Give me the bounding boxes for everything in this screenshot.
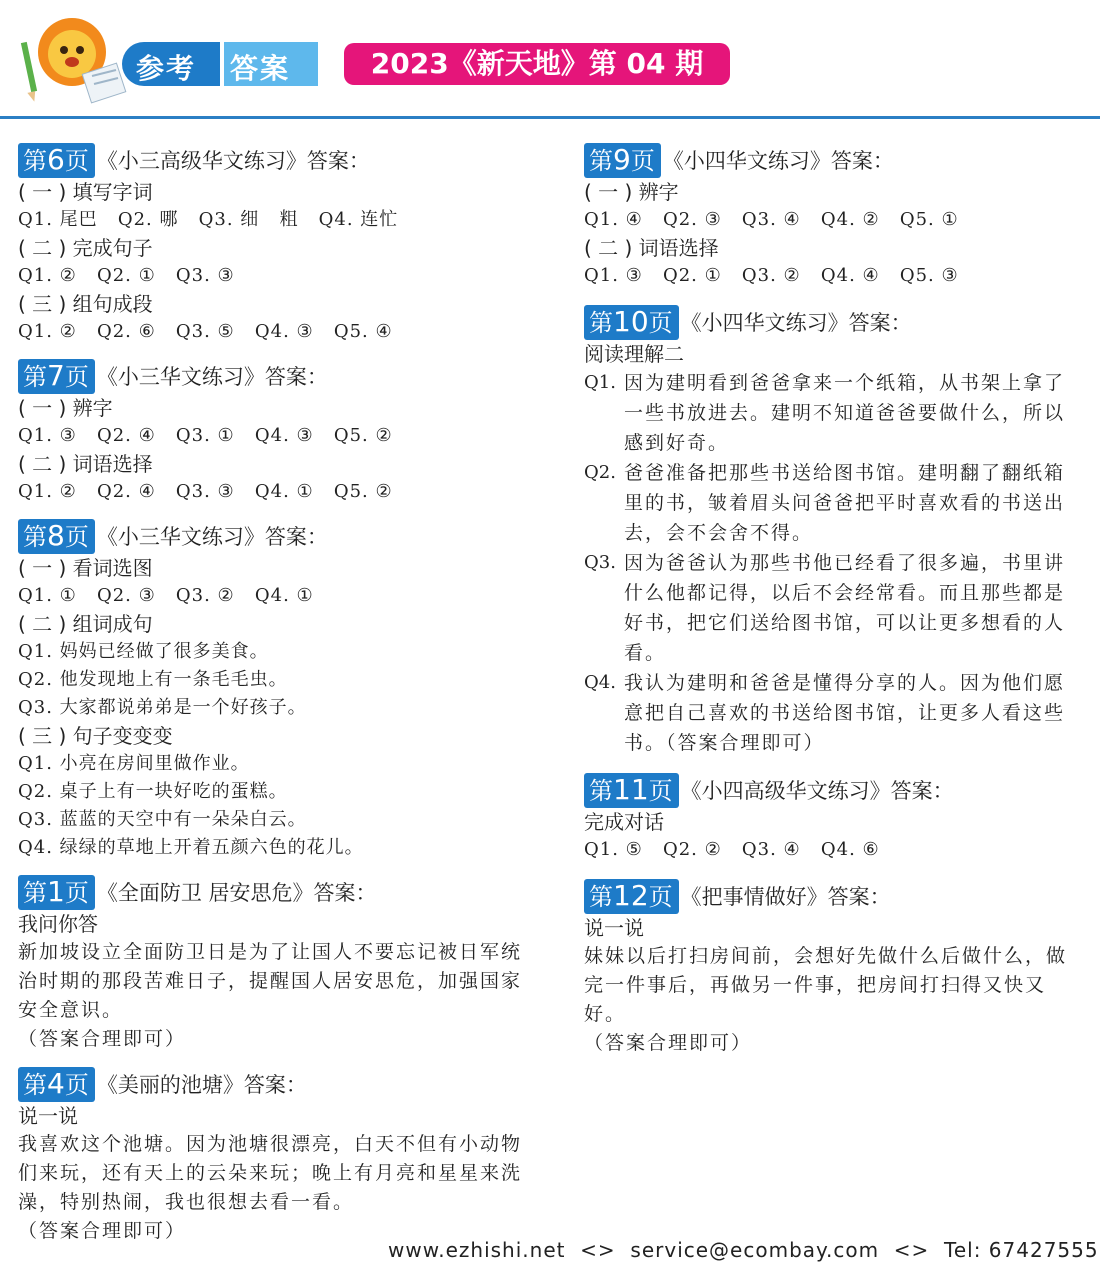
answer-section [18,358,538,506]
section-spacer [18,346,538,358]
page-badge [18,1067,95,1102]
answer-text: 爸爸准备把那些书送给图书馆。建明翻了翻纸箱里的书，皱着眉头问爸爸把平时喜欢看的书送出去，会不会舍不得。 [624,462,1066,544]
page-badge-number: 9 [613,142,631,176]
subsection-heading: 完成对话 [584,810,664,834]
answer-text: 我认为建明和爸爸是懂得分享的人。因为他们愿意把自己喜欢的书送给图书馆，让更多人看这些书。（答案合理即可） [624,672,1066,754]
answer-section [584,304,1084,758]
answer-line: Q3. 大家都说弟弟是一个好孩子。 [18,697,307,718]
subsection-heading: 阅读理解二 [584,342,684,366]
page-badge-suffix: 页 [630,146,655,175]
header [0,0,1100,118]
page-badge-number: 10 [613,304,649,338]
answer-line: Q3. 蓝蓝的天空中有一朵朵白云。 [18,809,307,830]
question-number: Q3. [584,552,616,573]
answer-line: Q1. 尾巴 Q2. 哪 Q3. 细 粗 Q4. 连忙 [18,209,399,230]
answer-section [584,142,1084,290]
page-badge-number: 1 [47,874,65,908]
question-answer [584,458,1084,548]
footer-contact: www.ezhishi.net <> service@ecombay.com <> Tel: 67427555 [388,1238,1099,1262]
subsection-heading: ( 二 ) 词语选择 [18,452,153,476]
answer-tag [122,42,318,86]
page-badge-prefix: 第 [589,882,613,911]
answer-line: Q2. 他发现地上有一条毛毛虫。 [18,669,288,690]
question-answer [584,668,1084,758]
section-header [18,874,538,910]
answer-line: Q2. 桌子上有一块好吃的蛋糕。 [18,781,288,802]
answer-line: Q1. ③ Q2. ① Q3. ② Q4. ④ Q5. ③ [584,265,959,286]
answer-line: Q1. ② Q2. ⑥ Q3. ⑤ Q4. ③ Q5. ④ [18,321,393,342]
section-title: 《小三华文练习》答案： [96,525,328,549]
section-title: 《全面防卫 居安思危》答案： [96,881,377,905]
page-badge-number: 12 [613,878,649,912]
left-column [18,142,538,1246]
page-badge [18,519,95,554]
page-badge-prefix: 第 [589,308,613,337]
answer-text: 因为建明看到爸爸拿来一个纸箱，从书架上拿了一些书放进去。建明不知道爸爸要做什么，所以感到好奇。 [624,372,1066,454]
section-header [584,772,1084,808]
answer-line: Q1. 妈妈已经做了很多美食。 [18,641,269,662]
page-badge [584,305,679,340]
subsection-heading: ( 一 ) 辨字 [18,396,113,420]
section-spacer [18,862,538,874]
answer-paragraph: 新加坡设立全面防卫日是为了让国人不要忘记被日军统治时期的那段苦难日子，提醒国人居安思危，加强国家安全意识。 [18,941,523,1021]
question-answer [584,548,1084,668]
subsection-heading: ( 二 ) 组词成句 [18,612,153,636]
answer-line: Q1. 小亮在房间里做作业。 [18,753,250,774]
issue-badge: 2023《新天地》第 04 期 [344,43,730,85]
lion-mascot-icon [20,12,130,108]
section-title: 《美丽的池塘》答案： [96,1073,307,1097]
page-badge-suffix: 页 [64,362,89,391]
page-badge-number: 7 [47,358,65,392]
right-column [584,142,1084,1058]
section-spacer [18,1054,538,1066]
section-header [584,142,1084,178]
page-badge [18,143,95,178]
answer-section [18,874,538,1054]
section-title: 《小四高级华文练习》答案： [680,779,954,803]
page-badge-suffix: 页 [64,522,89,551]
page-badge-prefix: 第 [23,362,47,391]
section-title: 《把事情做好》答案： [680,885,891,909]
subsection-heading: ( 三 ) 组句成段 [18,292,153,316]
question-number: Q1. [584,372,616,393]
subsection-heading: ( 一 ) 看词选图 [18,556,153,580]
section-title: 《小四华文练习》答案： [680,311,912,335]
section-spacer [584,758,1084,772]
answer-paragraph: 我喜欢这个池塘。因为池塘很漂亮，白天不但有小动物们来玩，还有天上的云朵来玩；晚上有月亮和星星来洗澡，特别热闹，我也很想去看一看。 [18,1133,523,1213]
section-header [584,878,1084,914]
page-badge-prefix: 第 [589,146,613,175]
answer-line: Q1. ① Q2. ③ Q3. ② Q4. ① [18,585,314,606]
answer-line: Q1. ④ Q2. ③ Q3. ④ Q4. ② Q5. ① [584,209,959,230]
subsection-heading: ( 一 ) 填写字词 [18,180,153,204]
answer-line: Q4. 绿绿的草地上开着五颜六色的花儿。 [18,837,364,858]
page-badge [18,875,95,910]
header-divider [0,116,1100,119]
subsection-heading: ( 三 ) 句子变变变 [18,724,173,748]
section-title: 《小三高级华文练习》答案： [96,149,370,173]
answer-paragraph: （答案合理即可） [584,1032,753,1054]
answer-section [18,518,538,862]
page-badge-suffix: 页 [648,776,673,805]
section-header [18,1066,538,1102]
subsection-heading: 我问你答 [18,912,98,936]
answer-paragraph: （答案合理即可） [18,1220,187,1242]
page-badge [584,773,679,808]
question-answer [584,368,1084,458]
page-badge-number: 8 [47,518,65,552]
section-spacer [584,864,1084,878]
section-header [18,518,538,554]
page-badge-prefix: 第 [23,878,47,907]
page-badge-suffix: 页 [648,882,673,911]
page-badge [18,359,95,394]
section-header [584,304,1084,340]
answer-line: Q1. ② Q2. ① Q3. ③ [18,265,235,286]
question-number: Q2. [584,462,616,483]
answer-paragraph: （答案合理即可） [18,1028,187,1050]
page-badge-number: 4 [47,1066,65,1100]
question-number: Q4. [584,672,616,693]
page-badge-prefix: 第 [23,146,47,175]
section-title: 《小四华文练习》答案： [662,149,894,173]
answer-section [18,1066,538,1246]
page-badge-suffix: 页 [648,308,673,337]
page-badge-number: 11 [613,772,649,806]
answer-tag-left-label: 参考 [136,52,197,85]
section-header [18,142,538,178]
subsection-heading: 说一说 [584,916,644,940]
subsection-heading: ( 二 ) 词语选择 [584,236,719,260]
section-spacer [18,506,538,518]
answer-line: Q1. ③ Q2. ④ Q3. ① Q4. ③ Q5. ② [18,425,393,446]
answer-paragraph: 妹妹以后打扫房间前，会想好先做什么后做什么，做完一件事后，再做另一件事，把房间打扫得又快又好。 [584,945,1068,1025]
section-title: 《小三华文练习》答案： [96,365,328,389]
page-badge-suffix: 页 [64,146,89,175]
subsection-heading: 说一说 [18,1104,78,1128]
page-badge-prefix: 第 [589,776,613,805]
answer-text: 因为爸爸认为那些书他已经看了很多遍，书里讲什么他都记得，以后不会经常看。而且那些都是好书，把它们送给图书馆，可以让更多想看的人看。 [624,552,1066,664]
answer-tag-right-label: 答案 [230,52,291,85]
answer-section [584,772,1084,864]
answer-line: Q1. ⑤ Q2. ② Q3. ④ Q4. ⑥ [584,839,880,860]
page-badge [584,879,679,914]
page-badge-prefix: 第 [23,522,47,551]
page-badge-number: 6 [47,142,65,176]
answer-line: Q1. ② Q2. ④ Q3. ③ Q4. ① Q5. ② [18,481,393,502]
subsection-heading: ( 二 ) 完成句子 [18,236,153,260]
page-badge-prefix: 第 [23,1070,47,1099]
page-badge-suffix: 页 [64,1070,89,1099]
subsection-heading: ( 一 ) 辨字 [584,180,679,204]
section-spacer [584,290,1084,304]
answer-section [584,878,1084,1058]
page-badge [584,143,661,178]
answer-section [18,142,538,346]
page-badge-suffix: 页 [64,878,89,907]
section-header [18,358,538,394]
